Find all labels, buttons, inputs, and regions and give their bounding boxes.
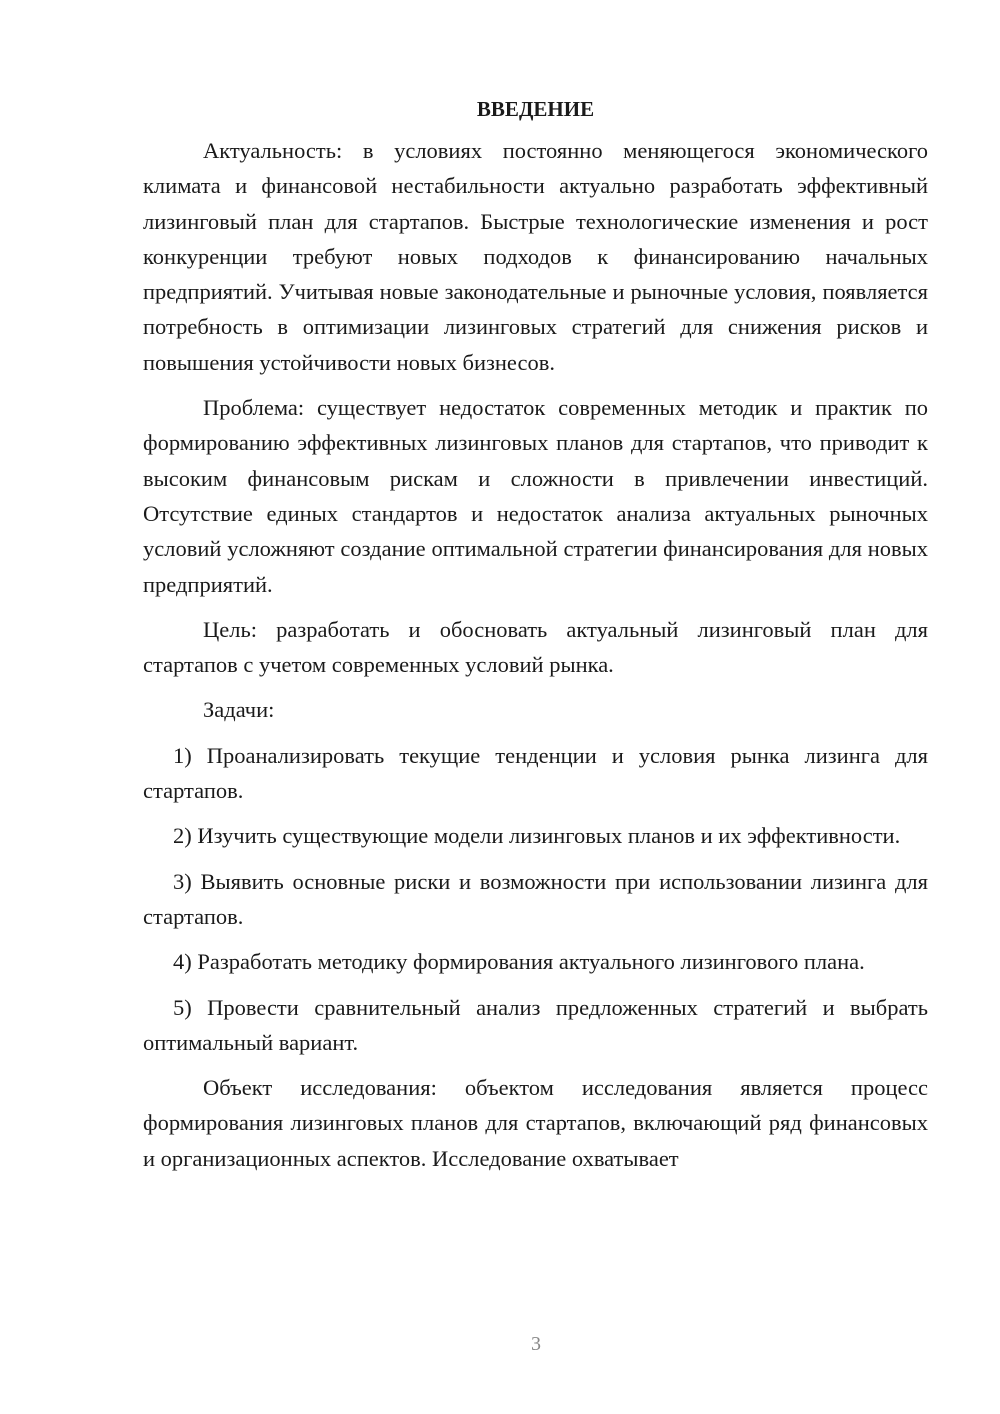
task-item: 5) Провести сравнительный анализ предложенных стратегий и выбрать оптимальный вариант.: [143, 994, 928, 1055]
task-item: 3) Выявить основные риски и возможности при использовании лизинга для стартапов.: [143, 868, 928, 929]
relevance-paragraph: Актуальность: в условиях постоянно меняющегося экономического климата и финансовой нестабильности актуально разработать эффективный лизинговый план для стартапов. Быстрые технологические изменения и рост конкуренции требуют новых подходов к финансированию начальных предприятий. Учитывая новые законодательные и рыночные условия, появляется потребность в оптимизации лизинговых стратегий для снижения рисков и повышения устойчивости новых бизнесов.: [143, 138, 928, 375]
page-body: [143, 92, 928, 1186]
goal-paragraph: Цель: разработать и обосновать актуальный лизинговый план для стартапов с учетом современных условий рынка.: [143, 616, 928, 678]
page-title: ВВЕДЕНИЕ: [476, 97, 595, 121]
object-paragraph: Объект исследования: объектом исследования является процесс формирования лизинговых планов для стартапов, включающий ряд финансовых и организационных аспектов. Исследование охватывает: [143, 1075, 928, 1171]
page-number: 3: [531, 1333, 541, 1355]
task-item: 4) Разработать методику формирования актуального лизингового плана.: [173, 949, 865, 975]
task-item: 1) Проанализировать текущие тенденции и условия рынка лизинга для стартапов.: [143, 742, 928, 804]
problem-paragraph: Проблема: существует недостаток современных методик и практик по формированию эффективных лизинговых планов для стартапов, что приводит к высоким финансовым рискам и сложности в привлечении инвестиций. Отсутствие единых стандартов и недостаток анализа актуальных рыночных условий усложняют создание оптимальной стратегии финансирования для новых предприятий.: [143, 395, 928, 597]
task-item: 2) Изучить существующие модели лизинговых планов и их эффективности.: [173, 823, 901, 849]
tasks-heading: Задачи:: [203, 697, 275, 723]
